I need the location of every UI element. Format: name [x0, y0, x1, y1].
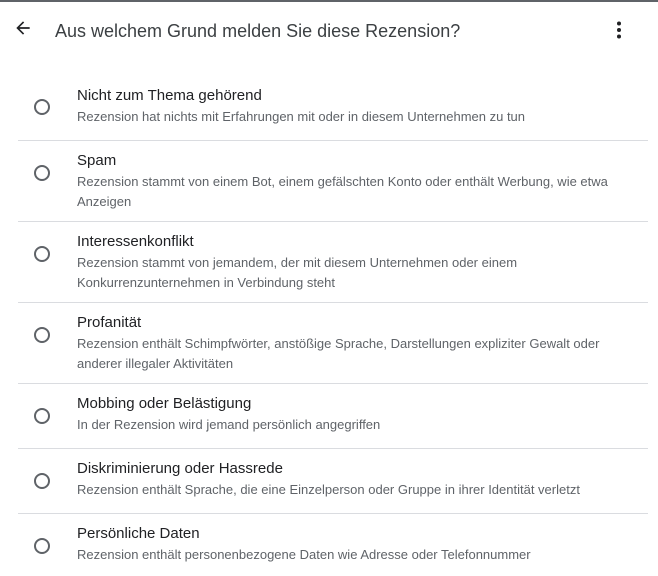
option-bullying[interactable]: [18, 384, 648, 449]
more-vert-icon: [607, 18, 631, 42]
radio-spam[interactable]: [34, 165, 50, 181]
page-title: Aus welchem Grund melden Sie diese Rezension?: [55, 21, 461, 41]
back-button[interactable]: [8, 13, 38, 43]
option-title: Profanität: [77, 314, 142, 331]
radio-conflict-of-interest[interactable]: [34, 246, 50, 262]
option-title: Nicht zum Thema gehörend: [77, 87, 262, 104]
option-description: Rezension enthält Schimpfwörter, anstößige Sprache, Darstellungen expliziter Gewalt oder anderer illegaler Aktivitäten: [77, 336, 600, 371]
option-description: Rezension enthält personenbezogene Daten wie Adresse oder Telefonnummer: [77, 547, 531, 562]
option-profanity[interactable]: [18, 303, 648, 384]
option-title: Mobbing oder Belästigung: [77, 395, 252, 412]
option-title: Diskriminierung oder Hassrede: [77, 460, 283, 477]
header: [0, 2, 658, 60]
option-discrimination[interactable]: [18, 449, 648, 514]
radio-personal-data[interactable]: [34, 538, 50, 554]
radio-profanity[interactable]: [34, 327, 50, 343]
report-reason-list: [0, 76, 658, 576]
option-title: Interessenkonflikt: [77, 233, 194, 250]
option-description: Rezension hat nichts mit Erfahrungen mit oder in diesem Unternehmen zu tun: [77, 109, 526, 124]
option-spam[interactable]: [18, 141, 648, 222]
radio-bullying[interactable]: [34, 408, 50, 424]
option-title: Persönliche Daten: [77, 525, 200, 542]
option-title: Spam: [77, 152, 117, 169]
option-personal-data[interactable]: [18, 514, 648, 576]
option-description: Rezension enthält Sprache, die eine Einzelperson oder Gruppe in ihrer Identität verletzt: [77, 482, 580, 497]
radio-off-topic[interactable]: [34, 99, 50, 115]
option-description: Rezension stammt von einem Bot, einem gefälschten Konto oder enthält Werbung, wie etwa Anzeigen: [77, 174, 608, 209]
option-off-topic[interactable]: [18, 76, 648, 141]
more-options-button[interactable]: [604, 15, 634, 45]
option-conflict-of-interest[interactable]: [18, 222, 648, 303]
radio-discrimination[interactable]: [34, 473, 50, 489]
option-description: Rezension stammt von jemandem, der mit diesem Unternehmen oder einem Konkurrenzunternehmen in Verbindung steht: [77, 255, 518, 290]
option-description: In der Rezension wird jemand persönlich angegriffen: [77, 417, 381, 432]
arrow-back-icon: [13, 18, 33, 38]
